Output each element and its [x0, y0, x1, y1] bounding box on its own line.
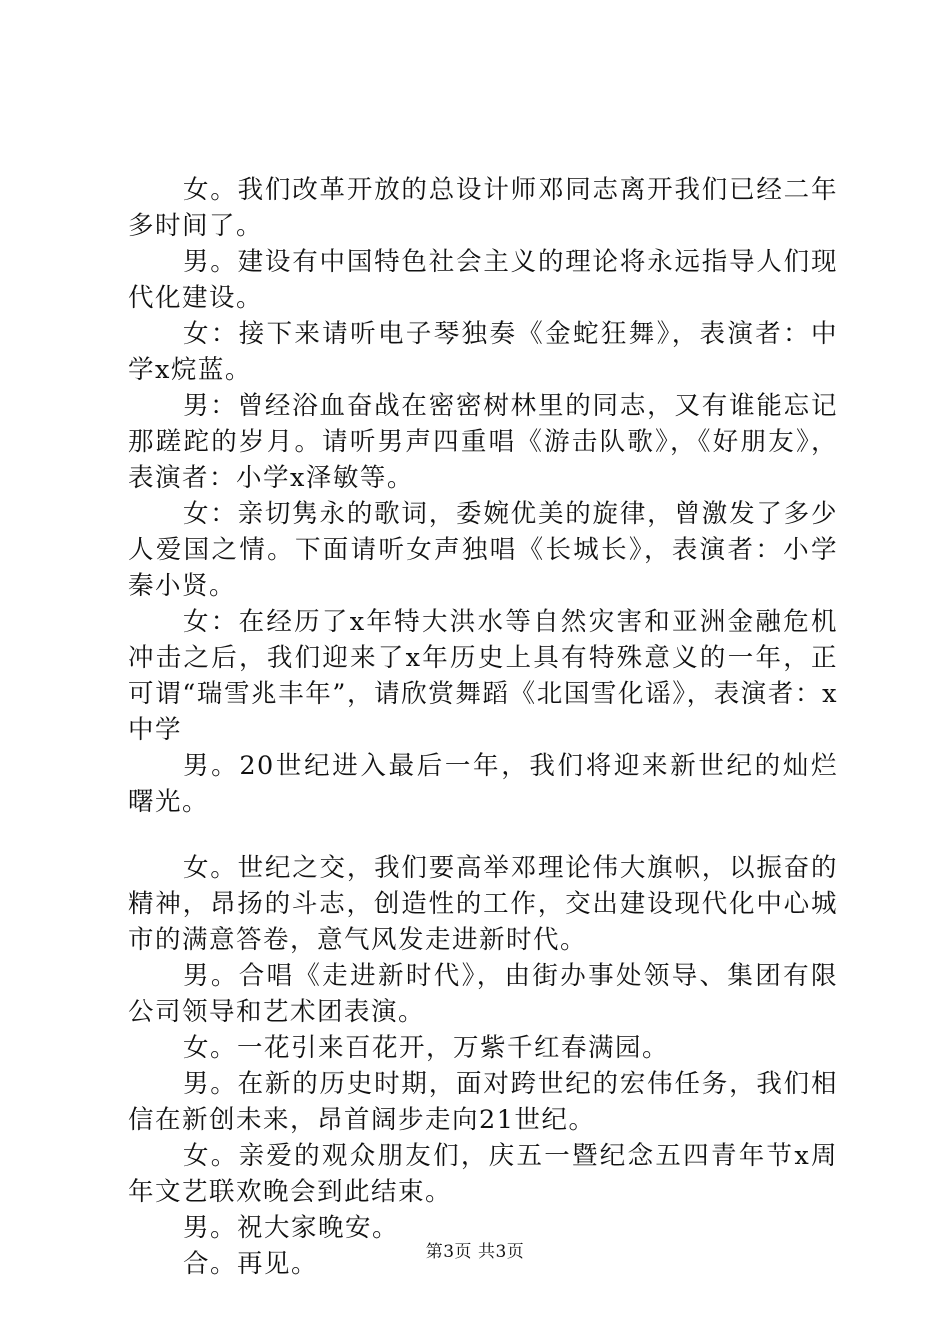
paragraph: 男。合唱《走进新时代》，由街办事处领导、集团有限公司领导和艺术团表演。: [128, 961, 838, 1027]
page-number-footer: 第3页 共3页: [425, 1242, 525, 1262]
paragraph: 男。20世纪进入最后一年，我们将迎来新世纪的灿烂曙光。: [128, 751, 838, 817]
paragraph: 男。在新的历史时期，面对跨世纪的宏伟任务，我们相信在新创未来，昂首阔步走向21世纪。: [128, 1069, 838, 1135]
paragraph: 女。我们改革开放的总设计师邓同志离开我们已经二年多时间了。: [128, 175, 838, 241]
paragraph: 女：接下来请听电子琴独奏《金蛇狂舞》，表演者：中学x烷蓝。: [128, 319, 838, 385]
document-body: [128, 172, 838, 1282]
paragraph: 合。再见。: [183, 1249, 319, 1279]
paragraph: 男。祝大家晚安。: [183, 1213, 400, 1243]
paragraph: 女：亲切隽永的歌词，委婉优美的旋律，曾激发了多少人爱国之情。下面请听女声独唱《长城长》，表演者：小学秦小贤。: [128, 499, 838, 601]
paragraph: 男。建设有中国特色社会主义的理论将永远指导人们现代化建设。: [128, 247, 838, 313]
paragraph: 女。亲爱的观众朋友们，庆五一暨纪念五四青年节x周年文艺联欢晚会到此结束。: [128, 1141, 838, 1207]
paragraph: 女。世纪之交，我们要高举邓理论伟大旗帜，以振奋的精神，昂扬的斗志，创造性的工作，交出建设现代化中心城市的满意答卷，意气风发走进新时代。: [128, 853, 838, 955]
paragraph: 女。一花引来百花开，万紫千红春满园。: [183, 1033, 670, 1063]
paragraph: 男：曾经浴血奋战在密密树林里的同志，又有谁能忘记那蹉跎的岁月。请听男声四重唱《游击队歌》，《好朋友》，表演者：小学x泽敏等。: [128, 391, 838, 493]
paragraph: 女：在经历了x年特大洪水等自然灾害和亚洲金融危机冲击之后，我们迎来了x年历史上具有特殊意义的一年，正可谓“瑞雪兆丰年”，请欣赏舞蹈《北国雪化谣》，表演者：x中学: [128, 607, 838, 745]
